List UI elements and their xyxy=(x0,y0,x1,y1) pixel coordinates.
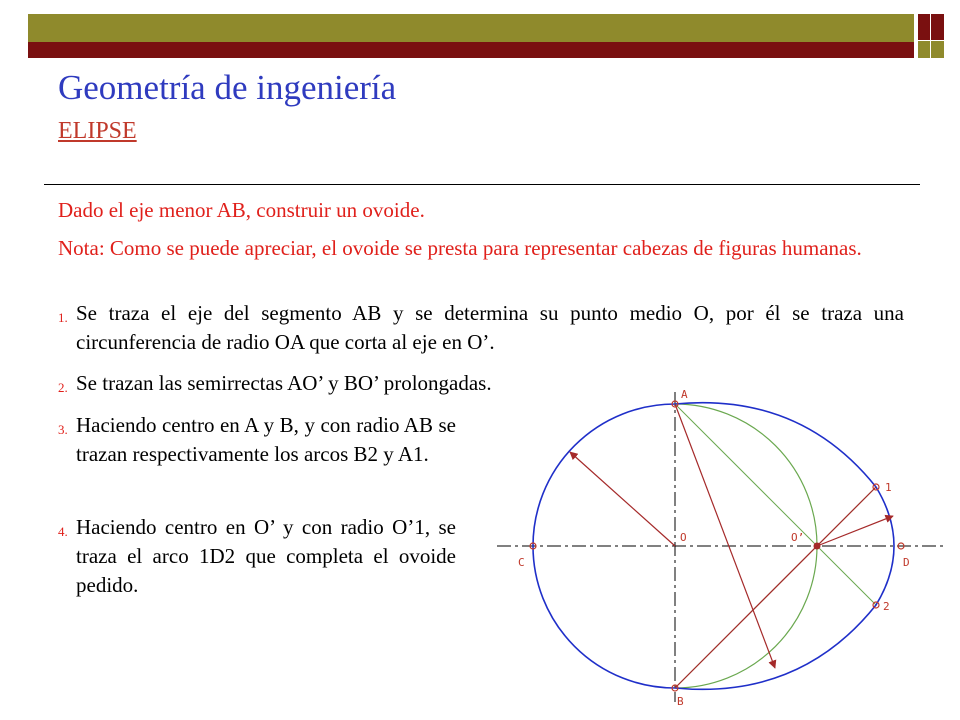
step-3-number: 3. xyxy=(58,422,68,437)
line-a-to-o-prime xyxy=(675,404,876,605)
step-2-number: 2. xyxy=(58,380,68,395)
step-1 xyxy=(58,299,904,357)
step-3 xyxy=(58,411,456,469)
intro-text: Dado el eje menor AB, construir un ovoide. xyxy=(58,198,425,222)
corner-divider-horizontal xyxy=(918,40,944,41)
radius-line-o-upper-left xyxy=(570,452,675,546)
step-2-text: Se trazan las semirrectas AO’ y BO’ prolongadas. xyxy=(76,371,492,395)
label-c: C xyxy=(518,556,525,569)
step-4-number: 4. xyxy=(58,524,68,539)
radius-line-o-prime-right xyxy=(817,516,893,546)
step-3-text: Haciendo centro en A y B, y con radio AB se trazan respectivamente los arcos B2 y A1. xyxy=(76,413,456,466)
slide-title: Geometría de ingeniería xyxy=(58,68,397,107)
slide-subtitle-link[interactable]: ELIPSE xyxy=(58,118,137,144)
corner-decoration xyxy=(918,14,944,58)
note-text: Nota: Como se puede apreciar, el ovoide se presta para representar cabezas de figuras humanas. xyxy=(58,236,862,260)
label-o: O xyxy=(680,531,687,544)
corner-divider-vertical xyxy=(930,14,931,58)
corner-olive-square xyxy=(918,40,944,58)
radius-line-a-to-lower xyxy=(675,404,775,668)
label-d: D xyxy=(903,556,910,569)
step-4 xyxy=(58,513,456,600)
corner-maroon-square xyxy=(918,14,944,40)
header-bar xyxy=(28,14,914,58)
label-o-prime: O’ xyxy=(791,531,805,544)
step-1-text: Se traza el eje del segmento AB y se determina su punto medio O, por él se traza una circunferencia de radio OA que corta al eje en O’. xyxy=(76,301,904,354)
point-o-prime xyxy=(814,543,820,549)
circle-radius-oa-arc xyxy=(675,404,817,688)
separator-line xyxy=(44,184,920,185)
ovoid-outline xyxy=(533,403,894,690)
label-point-1: 1 xyxy=(885,481,892,494)
step-4-text: Haciendo centro en O’ y con radio O’1, se traza el arco 1D2 que completa el ovoide pedido. xyxy=(76,515,456,597)
label-point-2: 2 xyxy=(883,600,890,613)
ovoid-construction-figure xyxy=(490,382,950,712)
step-1-number: 1. xyxy=(58,310,68,325)
header-maroon-band xyxy=(28,42,914,58)
label-a: A xyxy=(681,388,688,401)
header-olive-band xyxy=(28,14,914,42)
radius-line-b-to-point1 xyxy=(675,487,876,688)
label-b: B xyxy=(677,695,684,708)
